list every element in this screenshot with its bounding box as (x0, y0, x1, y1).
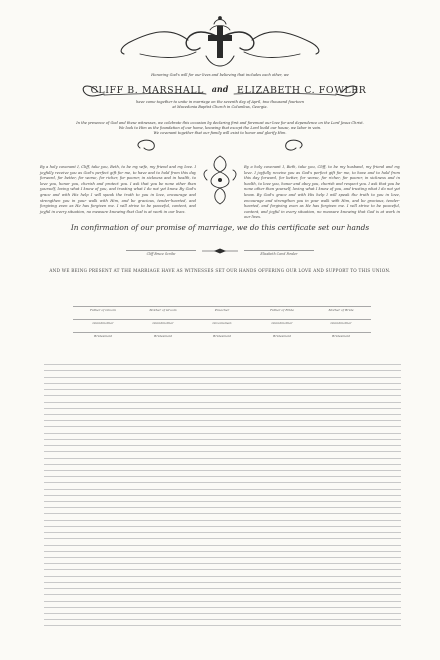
ceremony-line: have come together to unite in marriage on the seventh day of April, two thousand fourteen (136, 100, 304, 104)
couple-names-banner (0, 80, 440, 100)
signer-role-label: Grandmother (271, 321, 293, 325)
family-signer-column (73, 306, 133, 338)
signer-role-label: Grandmother (330, 321, 352, 325)
signature-line[interactable] (133, 332, 193, 333)
signer-role-label: Bridesmaid (273, 334, 291, 338)
groom-signature-line[interactable]: Cliff Bruce Scribe (126, 250, 196, 256)
groom-name: CLIFF B. MARSHALL (90, 85, 204, 96)
signer-role-label: Grandmother (92, 321, 114, 325)
family-signer-column (192, 306, 252, 338)
guest-signature-line[interactable] (282, 620, 342, 626)
bride-vow: By a holy covenant I, Beth, take you, Cliff, to be my husband, my friend and my love. I joyfully receive you as God's perfect gift for me, to have and to hold from this day forward, for better, for worse, for richer, for poorer, in sickness and in health, to love you, honor and obey you, cherish and respect you. I ask that you be none other than yourself, loving what I know of you, and trusting what I do not yet know. By God's grace and with His help I will speak the truth to you in love, encourage and strengthen you in your walk with Him, and be gracious, tender-hearted, and forgiving even as He has forgiven me. I will strive to be peaceful, content, and joyful in every situation, no measure knowing that God is at work in our lives. (244, 165, 400, 220)
signer-role-label: Groomsman (212, 321, 232, 325)
guest-signature-column (282, 359, 342, 626)
guest-signature-column (104, 359, 164, 626)
signer-role-label: Bridesmaid (332, 334, 350, 338)
signer-role-label: Bridesmaid (94, 334, 112, 338)
family-signer-column (133, 306, 193, 338)
declaration-line: In the presence of God and these witnesses, we celebrate this occasion by declaring first and foremost our love for and dependence on the Lord Jesus Christ. (76, 121, 364, 125)
ceremony-line: at Macedonia Baptist Church in Columbus, Georgia. (172, 105, 268, 110)
guest-signature-line[interactable] (44, 620, 104, 626)
witness-statement: AND WE BEING PRESENT AT THE MARRIAGE HAVE AS WITNESSES SET OUR HANDS OFFERING OUR LOVE AND SUPPORT TO THIS UNION. (49, 268, 391, 273)
header-cross-ornament (110, 12, 330, 76)
intro-line: Honoring God's will for our lives and believing that includes each other, we (151, 73, 289, 77)
signature-line[interactable] (311, 306, 371, 307)
guest-signature-line[interactable] (104, 620, 164, 626)
center-scroll-ornament (201, 152, 239, 208)
signer-role-label: Bridesmaid (213, 334, 231, 338)
ceremony-details (0, 100, 440, 110)
cross-icon (208, 26, 232, 58)
signature-line[interactable] (73, 332, 133, 333)
guest-signature-column (341, 359, 401, 626)
guest-signature-column (223, 359, 283, 626)
signature-line[interactable] (311, 319, 371, 320)
signature-line[interactable] (73, 319, 133, 320)
signature-line[interactable] (192, 332, 252, 333)
signer-role-label: Grandmother (152, 321, 174, 325)
guest-signature-line[interactable] (341, 620, 401, 626)
signature-line[interactable] (73, 306, 133, 307)
declaration-line: We look to Him as the foundation of our home, knowing that except the Lord build our house, we labor in vain. (118, 126, 322, 131)
signature-line[interactable] (133, 319, 193, 320)
family-signer-column (311, 306, 371, 338)
signature-line[interactable] (252, 319, 312, 320)
signer-role-label: Mother of Bride (328, 308, 354, 312)
bride-signature-line[interactable]: Elizabeth Carol Fowler (244, 250, 314, 256)
signature-line[interactable] (133, 306, 193, 307)
affirmation-line: In confirmation of our promise of marriage, we do this certificate set our hands (70, 223, 370, 232)
declaration-line: We covenant together that our family will exist to honor and glorify Him. (153, 131, 287, 136)
and-word: and (211, 84, 229, 94)
signer-role-label: Mother of Groom (149, 308, 177, 312)
guest-signature-column (44, 359, 104, 626)
signer-role-label: Preacher (214, 308, 230, 312)
divider-ornament (200, 248, 240, 254)
guest-signature-column (163, 359, 223, 626)
groom-vow: By a holy covenant I, Cliff, take you, Beth, to be my wife, my friend and my love. I joyfully receive you as God's perfect gift for me, to have and to hold from this day forward, for better, for worse, for richer, for poorer, in sickness and in health, to love you, honor you, cherish and protect you. I ask that you be none other than yourself, loving what I know of you, and trusting what I do not yet know. By God's grace and with His help I will speak the truth to you in love, encourage and strengthen you in your walk with Him, and be gracious, tender-hearted, and forgiving even as He has forgiven me. I will strive to be peaceful, content, and joyful in every situation, no measure knowing that God is at work in our lives. (40, 165, 196, 214)
signature-line[interactable] (252, 306, 312, 307)
signature-line[interactable] (192, 306, 252, 307)
signature-line[interactable] (192, 319, 252, 320)
family-signer-column (252, 306, 312, 338)
bride-name: ELIZABETH C. FOWLER (237, 85, 367, 96)
signature-line[interactable] (252, 332, 312, 333)
guest-signature-line[interactable] (223, 620, 283, 626)
signature-line[interactable] (311, 332, 371, 333)
signer-role-label: Father of Bride (270, 308, 294, 312)
declaration-flourish (120, 134, 320, 154)
signer-role-label: Father of Groom (90, 308, 116, 312)
signer-role-label: Bridesmaid (154, 334, 172, 338)
guest-signature-line[interactable] (163, 620, 223, 626)
